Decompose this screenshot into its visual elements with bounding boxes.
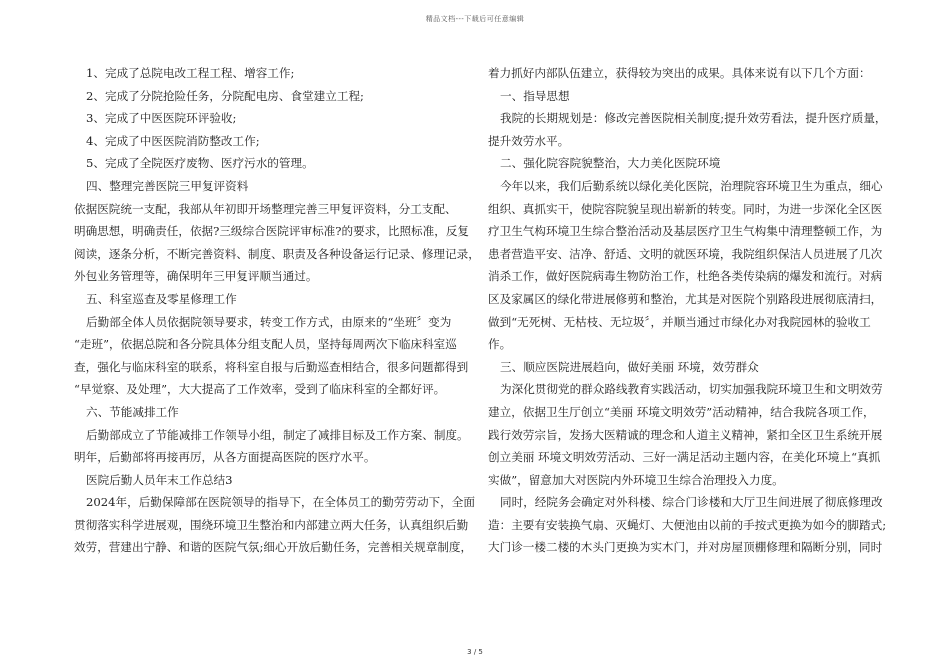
text-line: 着力抓好内部队伍建立，获得较为突出的成果。具体来说有以下几个方面： bbox=[488, 66, 871, 80]
text-line: 践行效劳宗旨，发扬大医精诚的理念和人道主义精神，紧扣全区卫生系统开展 bbox=[488, 427, 883, 442]
text-line: 外包业务管理等，确保明年三甲复评顺当通过。 bbox=[74, 269, 318, 284]
text-line: 明年，后勤部将再接再厉，从各方面提高医院的医疗水平。 bbox=[74, 450, 376, 465]
text-line: 医院后勤人员年末工作总结3 bbox=[86, 472, 233, 487]
right-text-column bbox=[488, 62, 887, 559]
page-header: 精品文档---下载后可任意编辑 bbox=[425, 15, 525, 23]
text-line: 作。 bbox=[488, 337, 512, 352]
text-line: 一、指导思想 bbox=[500, 88, 570, 103]
text-line: 明确思想，明确责任，依据?三级综合医院评审标准?的要求，比照标准，反复 bbox=[74, 224, 470, 239]
text-line: 大门诊一楼二楼的木头门更换为实木门，并对房屋顶棚修理和隔断分别，同时 bbox=[488, 540, 883, 555]
page-number: 3 / 5 bbox=[467, 648, 483, 656]
text-line: “走班”，依据总院和各分院具体分组支配人员，坚持每周两次下临床科室巡 bbox=[74, 337, 457, 352]
text-line: 患者营造平安、洁净、舒适、文明的就医环境，我院组织保洁人员进展了几次 bbox=[488, 246, 883, 261]
text-line: 五、科室巡查及零星修理工作 bbox=[86, 291, 237, 306]
text-line: 建立，依据卫生厅创立“美丽 环境文明效劳”活动精神，结合我院各项工作， bbox=[488, 404, 875, 419]
text-line: 区及家属区的绿化带进展修剪和整治，尤其是对医院个别路段进展彻底清扫， bbox=[488, 291, 883, 306]
text-line: 我院的长期规划是：修改完善医院相关制度;提升效劳看法，提升医疗质量， bbox=[500, 111, 887, 126]
text-line: 后勤部成立了节能减排工作领导小组，制定了减排目标及工作方案、制度。 bbox=[86, 427, 469, 442]
text-line: 效劳，营建出宁静、和谐的医院气氛;细心开放后勤任务，完善相关规章制度， bbox=[74, 540, 473, 555]
text-line: 六、节能减排工作 bbox=[86, 404, 179, 419]
text-line: 2024年，后勤保障部在医院领导的指导下，在全体员工的勤劳劳动下，全面 bbox=[86, 495, 475, 510]
text-line: 1、完成了总院电改工程工程、增容工作; bbox=[86, 66, 295, 80]
text-line: 组织、真抓实干，使院容院貌呈现出崭新的转变。同时，为进一步深化全区医 bbox=[488, 201, 883, 216]
left-text-column bbox=[74, 62, 480, 559]
text-line: 依据医院统一支配，我部从年初即开场整理完善三甲复评资料，分工支配、 bbox=[74, 201, 457, 216]
text-line: 实做”，留意加大对医院内外环境卫生综合治理投入力度。 bbox=[488, 472, 784, 487]
text-line: 后勤部全体人员依据院领导要求，转变工作方式，由原来的“坐班〞变为 bbox=[86, 314, 452, 329]
text-line: 今年以来，我们后勤系统以绿化美化医院，治理院容环境卫生为重点，细心 bbox=[500, 178, 883, 193]
text-line: 为深化贯彻党的群众路线教育实践活动，切实加强我院环境卫生和文明效劳 bbox=[500, 382, 883, 397]
text-line: 疗卫生气构环境卫生综合整治活动及基层医疗卫生气构集中清理整顿工作，为 bbox=[488, 224, 883, 239]
text-line: 4、完成了中医医院消防整改工作; bbox=[86, 133, 260, 148]
text-line: “早觉察、及处理”，大大提高了工作效率，受到了临床科室的全都好评。 bbox=[74, 382, 446, 397]
text-line: 贯彻落实科学进展观，围绕环境卫生整治和内部建立两大任务，认真组织后勤 bbox=[74, 517, 469, 532]
text-line: 阅读，逐条分析，不断完善资料、制度、职责及各种设备运行记录、修理记录， bbox=[74, 246, 480, 261]
text-line: 查，强化与临床科室的联系，将科室自报与后勤巡查相结合，很多问题都得到 bbox=[74, 359, 469, 374]
text-line: 二、强化院容院貌整治，大力美化医院环境 bbox=[500, 156, 721, 171]
text-line: 三、顺应医院进展趋向，做好美丽 环境，效劳群众 bbox=[500, 359, 759, 374]
text-line: 2、完成了分院抢险任务，分院配电房、食堂建立工程; bbox=[86, 88, 364, 103]
text-line: 做到“无死树、无枯枝、无垃圾〞，并顺当通过市绿化办对我院园林的验收工 bbox=[488, 314, 871, 329]
text-line: 消杀工作，做好医院病毒生物防治工作，杜绝各类传染病的爆发和流行。对病 bbox=[488, 269, 883, 284]
text-line: 5、完成了全院医疗废物、医疗污水的管理。 bbox=[86, 156, 314, 171]
text-line: 提升效劳水平。 bbox=[488, 133, 570, 148]
text-line: 造：主要有安装换气扇、灭蝇灯、大便池由以前的手按式更换为如今的脚踏式; bbox=[488, 517, 887, 532]
text-line: 同时，经院务会确定对外科楼、综合门诊楼和大厅卫生间进展了彻底修理改 bbox=[500, 495, 883, 510]
text-line: 四、整理完善医院三甲复评资料 bbox=[86, 178, 249, 193]
text-line: 创立美丽 环境文明效劳活动、三好一满足活动主题内容，在美化环境上“真抓 bbox=[488, 450, 881, 465]
text-line: 3、完成了中医医院环评验收; bbox=[86, 111, 237, 126]
